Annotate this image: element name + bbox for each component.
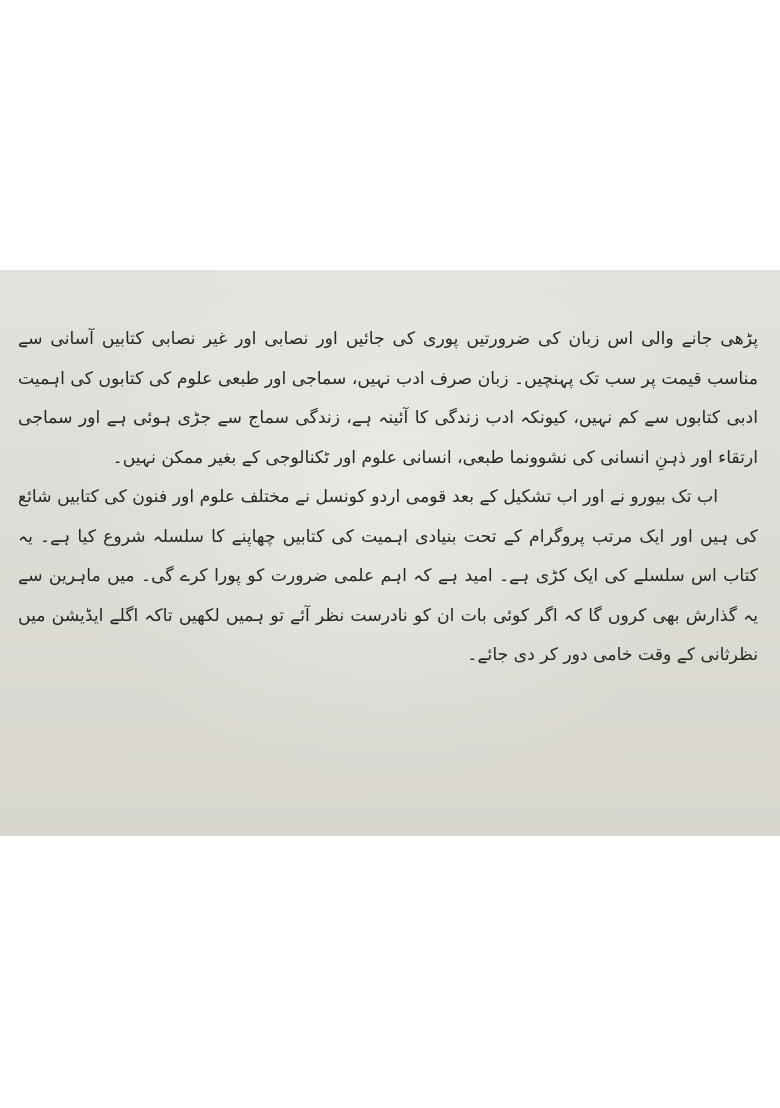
urdu-text-block — [18, 320, 758, 676]
paragraph-1: پڑھی جانے والی اس زبان کی ضرورتیں پوری کی جائیں اور نصابی اور غیر نصابی کتابیں آسانی سے مناسب قیمت پر سب تک پہنچیں۔ زبان صرف ادب نہیں، سماجی اور طبعی علوم کی کتابوں کی اہمیت ادبی کتابوں سے کم نہیں، کیونکہ ادب زندگی کا آئینہ ہے، زندگی سماج سے جڑی ہوئی ہے اور سماجی ارتقاء اور ذہنِ انسانی کی نشوونما طبعی، انسانی علوم اور ٹکنالوجی کے بغیر ممکن نہیں۔ — [18, 329, 758, 468]
scanned-page — [0, 270, 780, 836]
paragraph-2: اب تک بیورو نے اور اب تشکیل کے بعد قومی اردو کونسل نے مختلف علوم اور فنون کی کتابیں شائع کی ہیں اور ایک مرتب پروگرام کے تحت بنیادی اہمیت کی کتابیں چھاپنے کا سلسلہ شروع کیا ہے۔ یہ کتاب اس سلسلے کی ایک کڑی ہے۔ امید ہے کہ اہم علمی ضرورت کو پورا کرے گی۔ میں ماہرین سے یہ گذارش بھی کروں گا کہ اگر کوئی بات ان کو نادرست نظر آئے تو ہمیں لکھیں تاکہ اگلے ایڈیشن میں نظرثانی کے وقت خامی دور کر دی جائے۔ — [18, 487, 758, 665]
